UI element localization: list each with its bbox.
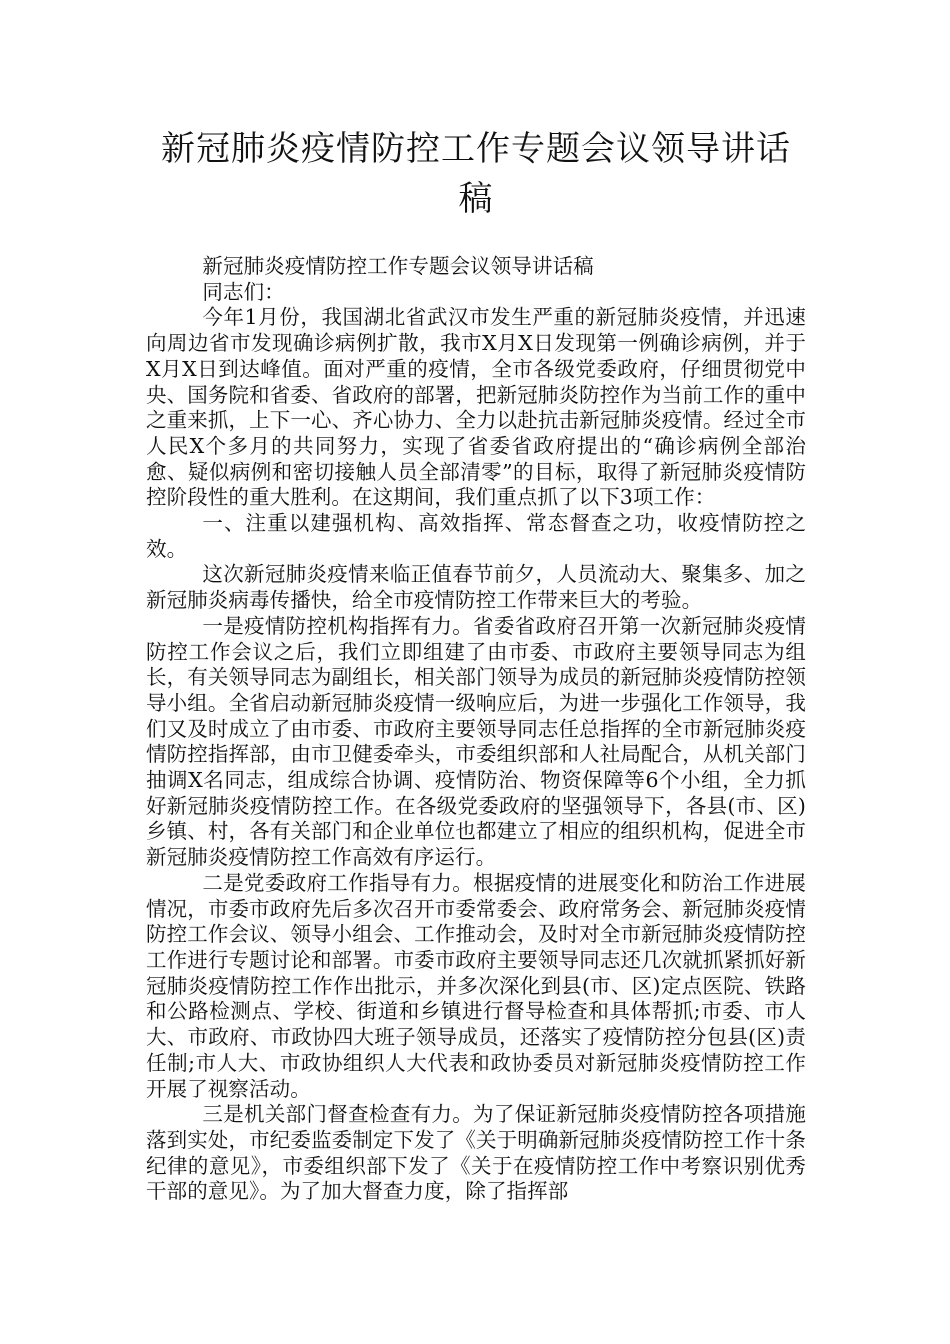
paragraph-1: 今年1月份，我国湖北省武汉市发生严重的新冠肺炎疫情，并迅速向周边省市发现确诊病例扩散，我市X月X日发现第一例确诊病例，并于X月X日到达峰值。面对严重的疫情，全市各级党委政府，仔细贯彻党中央、国务院和省委、省政府的部署，把新冠肺炎防控作为当前工作的重中之重来抓，上下一心、齐心协力、全力以赴抗击新冠肺炎疫情。经过全市人民X个多月的共同努力，实现了省委省政府提出的“确诊病例全部治愈、疑似病例和密切接触人员全部清零”的目标，取得了新冠肺炎疫情防控阶段性的重大胜利。在这期间，我们重点抓了以下3项工作： (146, 305, 806, 510)
document-body (146, 254, 806, 1205)
document-title-line-1: 新冠肺炎疫情防控工作专题会议领导讲话 (161, 129, 791, 169)
paragraph-4: 一是疫情防控机构指挥有力。省委省政府召开第一次新冠肺炎疫情防控工作会议之后，我们立即组建了由市委、市政府主要领导同志为组长，有关领导同志为副组长，相关部门领导为成员的新冠肺炎疫情防控领导小组。全省启动新冠肺炎疫情一级响应后，为进一步强化工作领导，我们又及时成立了由市委、市政府主要领导同志任总指挥的全市新冠肺炎疫情防控指挥部，由市卫健委牵头，市委组织部和人社局配合，从机关部门抽调X名同志，组成综合协调、疫情防治、物资保障等6个小组，全力抓好新冠肺炎疫情防控工作。在各级党委政府的坚强领导下，各县(市、区)乡镇、村，各有关部门和企业单位也都建立了相应的组织机构，促进全市新冠肺炎疫情防控工作高效有序运行。 (146, 613, 806, 870)
paragraph-2: 一、注重以建强机构、高效指挥、常态督查之功，收疫情防控之效。 (146, 511, 806, 561)
salutation: 同志们： (202, 279, 285, 304)
paragraph-5: 二是党委政府工作指导有力。根据疫情的进展变化和防治工作进展情况，市委市政府先后多次召开市委常委会、政府常务会、新冠肺炎疫情防控工作会议、领导小组会、工作推动会，及时对全市新冠肺炎疫情防控工作进行专题讨论和部署。市委市政府主要领导同志还几次就抓紧抓好新冠肺炎疫情防控工作作出批示，并多次深化到县(市、区)定点医院、铁路和公路检测点、学校、街道和乡镇进行督导检查和具体帮抓;市委、市人大、市政府、市政协四大班子领导成员，还落实了疫情防控分包县(区)责任制;市人大、市政协组织人大代表和政协委员对新冠肺炎疫情防控工作开展了视察活动。 (146, 870, 806, 1101)
document-page (146, 124, 806, 1205)
paragraph-3: 这次新冠肺炎疫情来临正值春节前夕，人员流动大、聚集多、加之新冠肺炎病毒传播快，给全市疫情防控工作带来巨大的考验。 (146, 562, 806, 613)
document-subtitle: 新冠肺炎疫情防控工作专题会议领导讲话稿 (202, 254, 594, 278)
document-title (146, 124, 806, 224)
paragraph-6: 三是机关部门督查检查有力。为了保证新冠肺炎疫情防控各项措施落到实处，市纪委监委制定下发了《关于明确新冠肺炎疫情防控工作十条纪律的意见》，市委组织部下发了《关于在疫情防控工作中考察识别优秀干部的意见》。为了加大督查力度，除了指挥部 (146, 1102, 806, 1204)
document-title-line-2: 稿 (458, 179, 494, 219)
